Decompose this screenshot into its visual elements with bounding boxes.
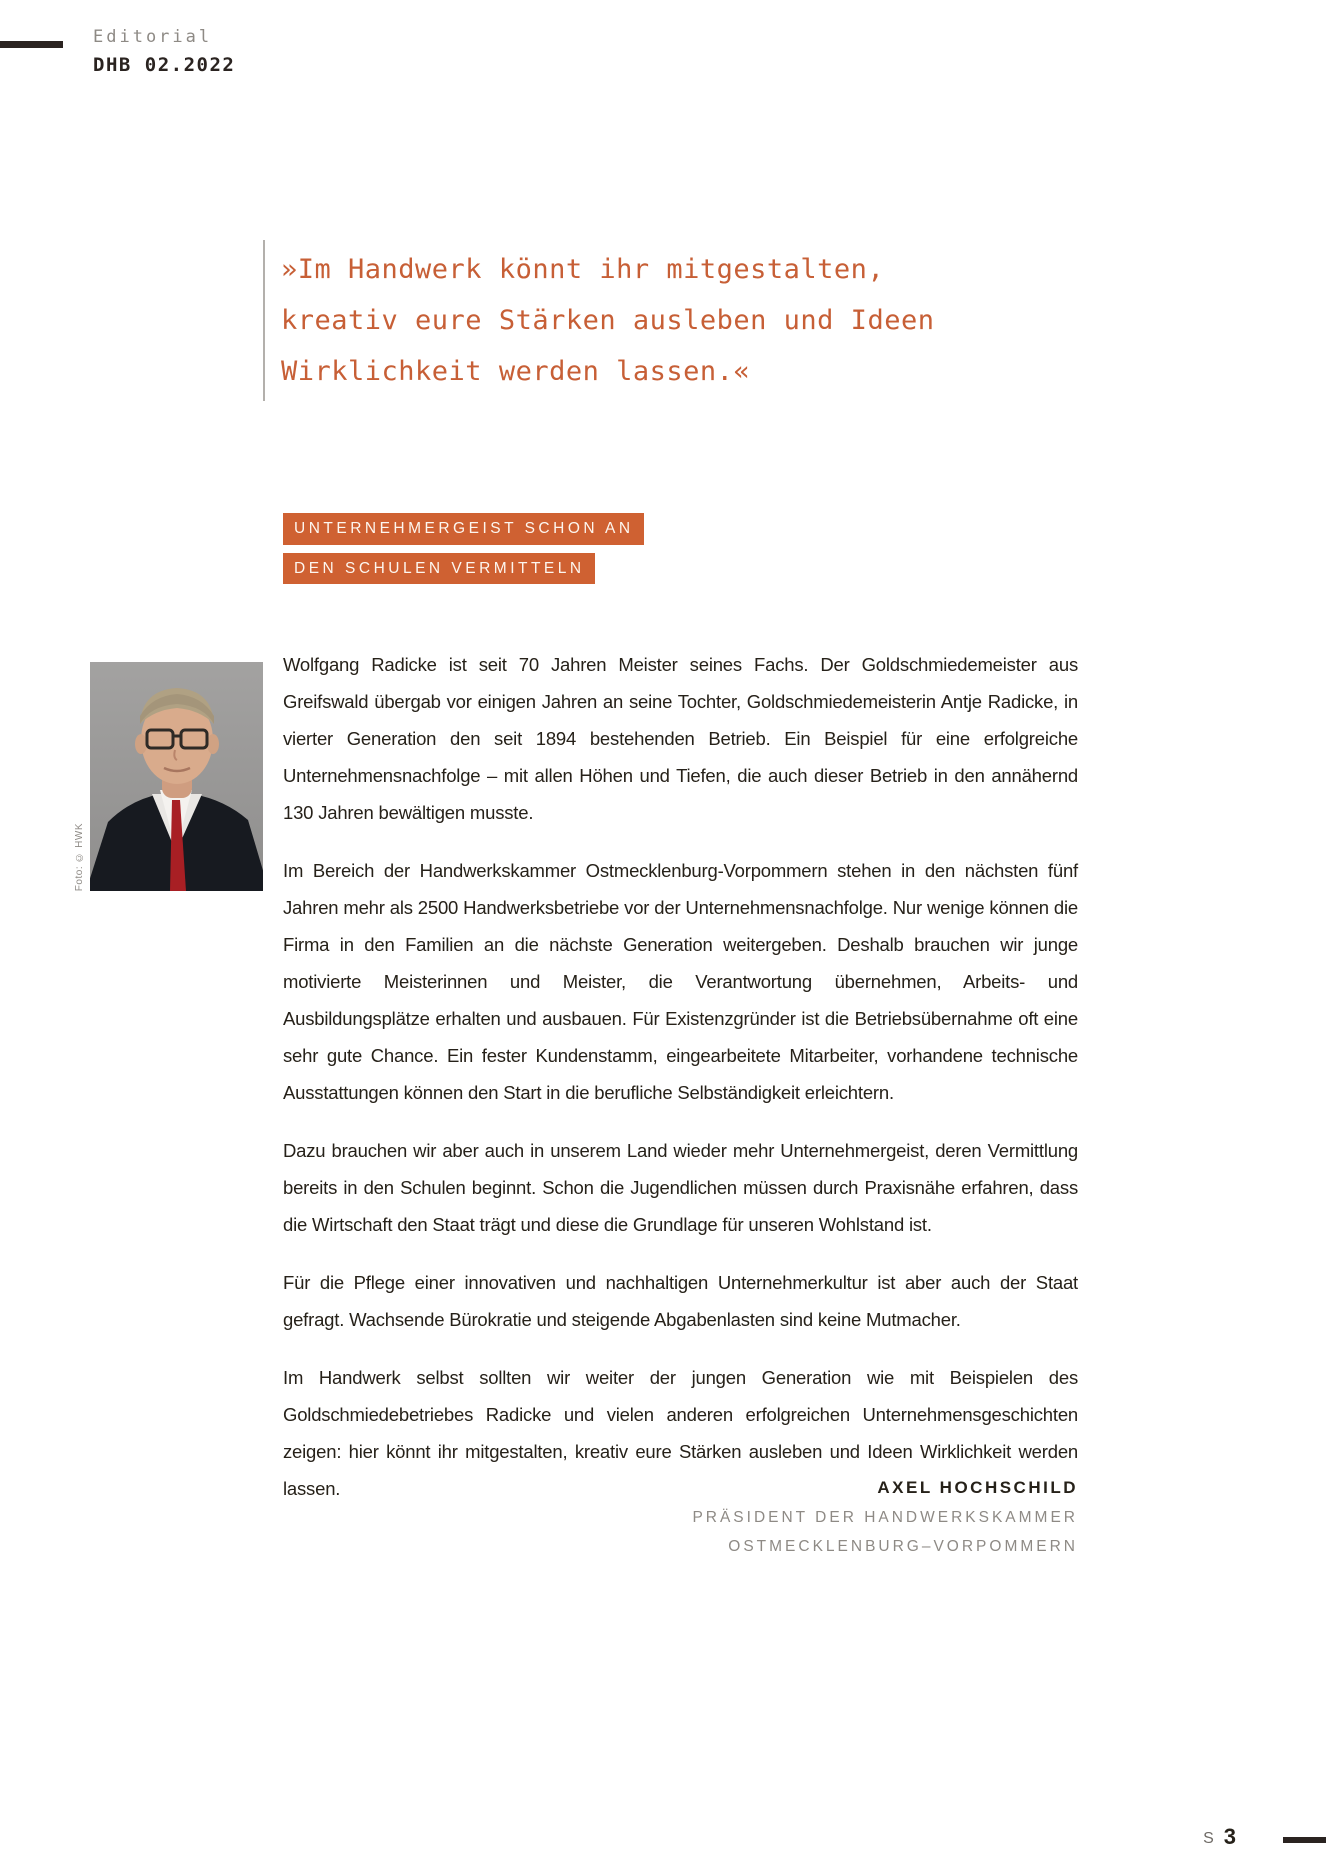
body-paragraph: Im Bereich der Handwerkskammer Ostmecklenburg-Vorpommern stehen in den nächsten fünf Jahren mehr als 2500 Handwerksbetriebe vor der Unternehmensnachfolge. Nur wenige können die Firma in den Familien an die nächste Generation weitergeben. Deshalb brauchen wir junge motivierte Meisterinnen und Meister, die Verantwortung übernehmen, Arbeits- und Ausbildungsplätze erhalten und ausbauen. Für Existenzgründer ist die Betriebsübernahme oft eine sehr gute Chance. Ein fester Kundenstamm, eingearbeitete Mitarbeiter, vorhandene technische Ausstattungen können den Start in die berufliche Selbständigkeit erleichtern. xyxy=(283,860,1078,1103)
page-header xyxy=(93,27,235,76)
page-number-block xyxy=(1203,1824,1236,1850)
photo-credit: Foto: © HWK xyxy=(74,822,85,891)
footer-rule xyxy=(1283,1837,1326,1843)
portrait-photo xyxy=(90,662,263,891)
pull-quote-line: Wirklichkeit werden lassen.« xyxy=(281,356,751,387)
signature-title: OSTMECKLENBURG–VORPOMMERN xyxy=(728,1538,1078,1555)
body-paragraph: Dazu brauchen wir aber auch in unserem Land wieder mehr Unternehmergeist, deren Vermittlung bereits in den Schulen beginnt. Schon die Jugendlichen müssen durch Praxisnähe erfahren, dass die Wirtschaft den Staat trägt und diese die Grundlage für unseren Wohlstand ist. xyxy=(283,1140,1078,1235)
kicker-line: UNTERNEHMERGEIST SCHON AN xyxy=(283,513,644,545)
signature-name: AXEL HOCHSCHILD xyxy=(877,1478,1078,1497)
kicker-line: DEN SCHULEN VERMITTELN xyxy=(283,553,595,585)
pull-quote-line: »Im Handwerk könnt ihr mitgestalten, xyxy=(281,254,885,285)
body-text xyxy=(283,646,1078,1528)
portrait-figure xyxy=(74,662,263,891)
kicker xyxy=(283,513,644,592)
signature-block xyxy=(692,1478,1078,1556)
header-rule xyxy=(0,41,63,48)
body-paragraph: Im Handwerk selbst sollten wir weiter der jungen Generation wie mit Beispielen des Goldschmiedebetriebes Radicke und vielen anderen erfolgreichen Unternehmensgeschichten zeigen: hier könnt ihr mitgestalten, kreativ eure Stärken ausleben und Ideen Wirklichkeit werden lassen. xyxy=(283,1367,1078,1499)
issue-label: DHB 02.2022 xyxy=(93,54,236,76)
section-label: Editorial xyxy=(93,27,213,47)
body-paragraph: Für die Pflege einer innovativen und nachhaltigen Unternehmerkultur ist aber auch der Staat gefragt. Wachsende Bürokratie und steigende Abgabenlasten sind keine Mutmacher. xyxy=(283,1272,1078,1330)
pull-quote xyxy=(263,240,934,401)
pull-quote-line: kreativ eure Stärken ausleben und Ideen xyxy=(281,305,935,336)
page-label: S xyxy=(1203,1830,1215,1847)
signature-title: PRÄSIDENT DER HANDWERKSKAMMER xyxy=(692,1509,1078,1526)
body-paragraph: Wolfgang Radicke ist seit 70 Jahren Meister seines Fachs. Der Goldschmiedemeister aus Greifswald übergab vor einigen Jahren an seine Tochter, Goldschmiedemeisterin Antje Radicke, in vierter Generation den seit 1894 bestehenden Betrieb. Ein Beispiel für eine erfolgreiche Unternehmensnachfolge – mit allen Höhen und Tiefen, die auch dieser Betrieb in den annähernd 130 Jahren bewältigen musste. xyxy=(283,654,1078,823)
page-number: 3 xyxy=(1223,1824,1236,1849)
